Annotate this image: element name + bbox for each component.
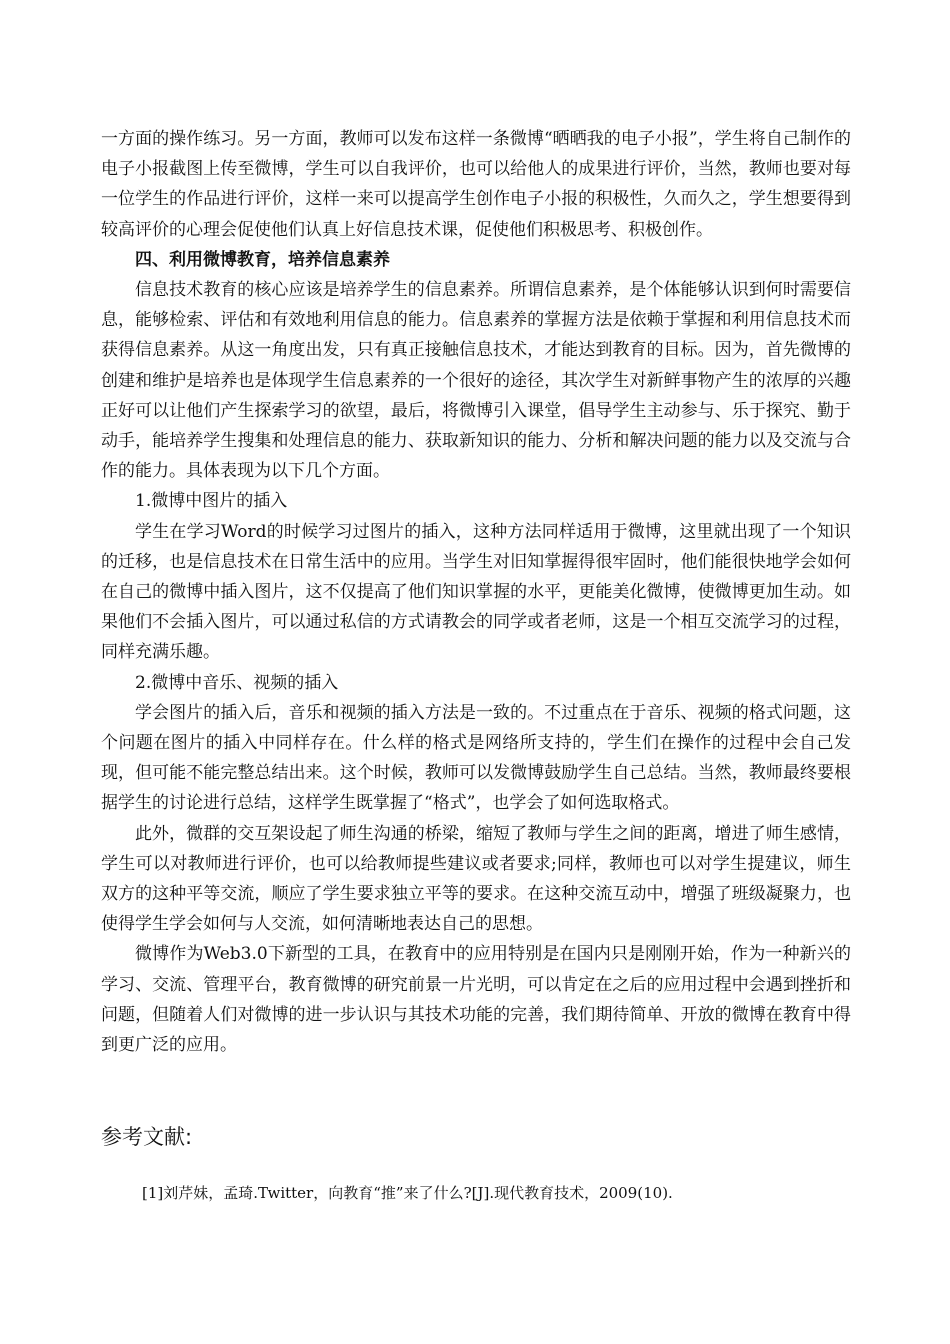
reference-item-1: [1]刘芹妹，孟琦.Twitter，向教育“推”来了什么?[J].现代教育技术，2009(10). bbox=[142, 1184, 673, 1202]
section-heading-4: 四、利用微博教育，培养信息素养 bbox=[135, 249, 390, 270]
paragraph-conclusion: 微博作为Web3.0下新型的工具，在教育中的应用特别是在国内只是刚刚开始，作为一种新兴的学习、交流、管理平台，教育微博的研究前景一片光明，可以肯定在之后的应用过程中会遇到挫折和问题，但随着人们对微博的进一步认识与其技术功能的完善，我们期待简单、开放的微博在教育中得到更广泛的应用。 bbox=[101, 944, 851, 1056]
references-title: 参考文献: bbox=[101, 1125, 193, 1149]
subheading-1: 1.微博中图片的插入 bbox=[135, 491, 288, 512]
paragraph-subsection-2: 学会图片的插入后，音乐和视频的插入方法是一致的。不过重点在于音乐、视频的格式问题，这个问题在图片的插入中同样存在。什么样的格式是网络所支持的，学生们在操作的过程中会自己发现，但可能不能完整总结出来。这个时候，教师可以发微博鼓励学生自己总结。当然，教师最终要根据学生的讨论进行总结，这样学生既掌握了“格式”，也学会了如何选取格式。 bbox=[101, 702, 851, 814]
article-body bbox=[101, 124, 851, 1060]
paragraph-interaction: 此外，微群的交互架设起了师生沟通的桥梁，缩短了教师与学生之间的距离，增进了师生感情，学生可以对教师进行评价，也可以给教师提些建议或者要求;同样，教师也可以对学生提建议，师生双方的这种平等交流，顺应了学生要求独立平等的要求。在这种交流互动中，增强了班级凝聚力，也使得学生学会如何与人交流，如何清晰地表达自己的思想。 bbox=[101, 823, 851, 935]
subheading-2: 2.微博中音乐、视频的插入 bbox=[135, 672, 339, 693]
paragraph-intro: 一方面的操作练习。另一方面，教师可以发布这样一条微博“晒晒我的电子小报”，学生将自己制作的电子小报截图上传至微博，学生可以自我评价，也可以给他人的成果进行评价，当然，教师也要对每一位学生的作品进行评价，这样一来可以提高学生创作电子小报的积极性，久而久之，学生想要得到较高评价的心理会促使他们认真上好信息技术课，促使他们积极思考、积极创作。 bbox=[101, 129, 851, 240]
paragraph-section-4: 信息技术教育的核心应该是培养学生的信息素养。所谓信息素养，是个体能够认识到何时需要信息，能够检索、评估和有效地利用信息的能力。信息素养的掌握方法是依赖于掌握和利用信息技术而获得信息素养。从这一角度出发，只有真正接触信息技术，才能达到教育的目标。因为，首先微博的创建和维护是培养也是体现学生信息素养的一个很好的途径，其次学生对新鲜事物产生的浓厚的兴趣正好可以让他们产生探索学习的欲望，最后，将微博引入课堂，倡导学生主动参与、乐于探究、勤于动手，能培养学生搜集和处理信息的能力、获取新知识的能力、分析和解决问题的能力以及交流与合作的能力。具体表现为以下几个方面。 bbox=[101, 280, 851, 482]
paragraph-subsection-1: 学生在学习Word的时候学习过图片的插入，这种方法同样适用于微博，这里就出现了一个知识的迁移，也是信息技术在日常生活中的应用。当学生对旧知掌握得很牢固时，他们能很快地学会如何在自己的微博中插入图片，这不仅提高了他们知识掌握的水平，更能美化微博，使微博更加生动。如果他们不会插入图片，可以通过私信的方式请教会的同学或者老师，这是一个相互交流学习的过程，同样充满乐趣。 bbox=[101, 521, 851, 663]
